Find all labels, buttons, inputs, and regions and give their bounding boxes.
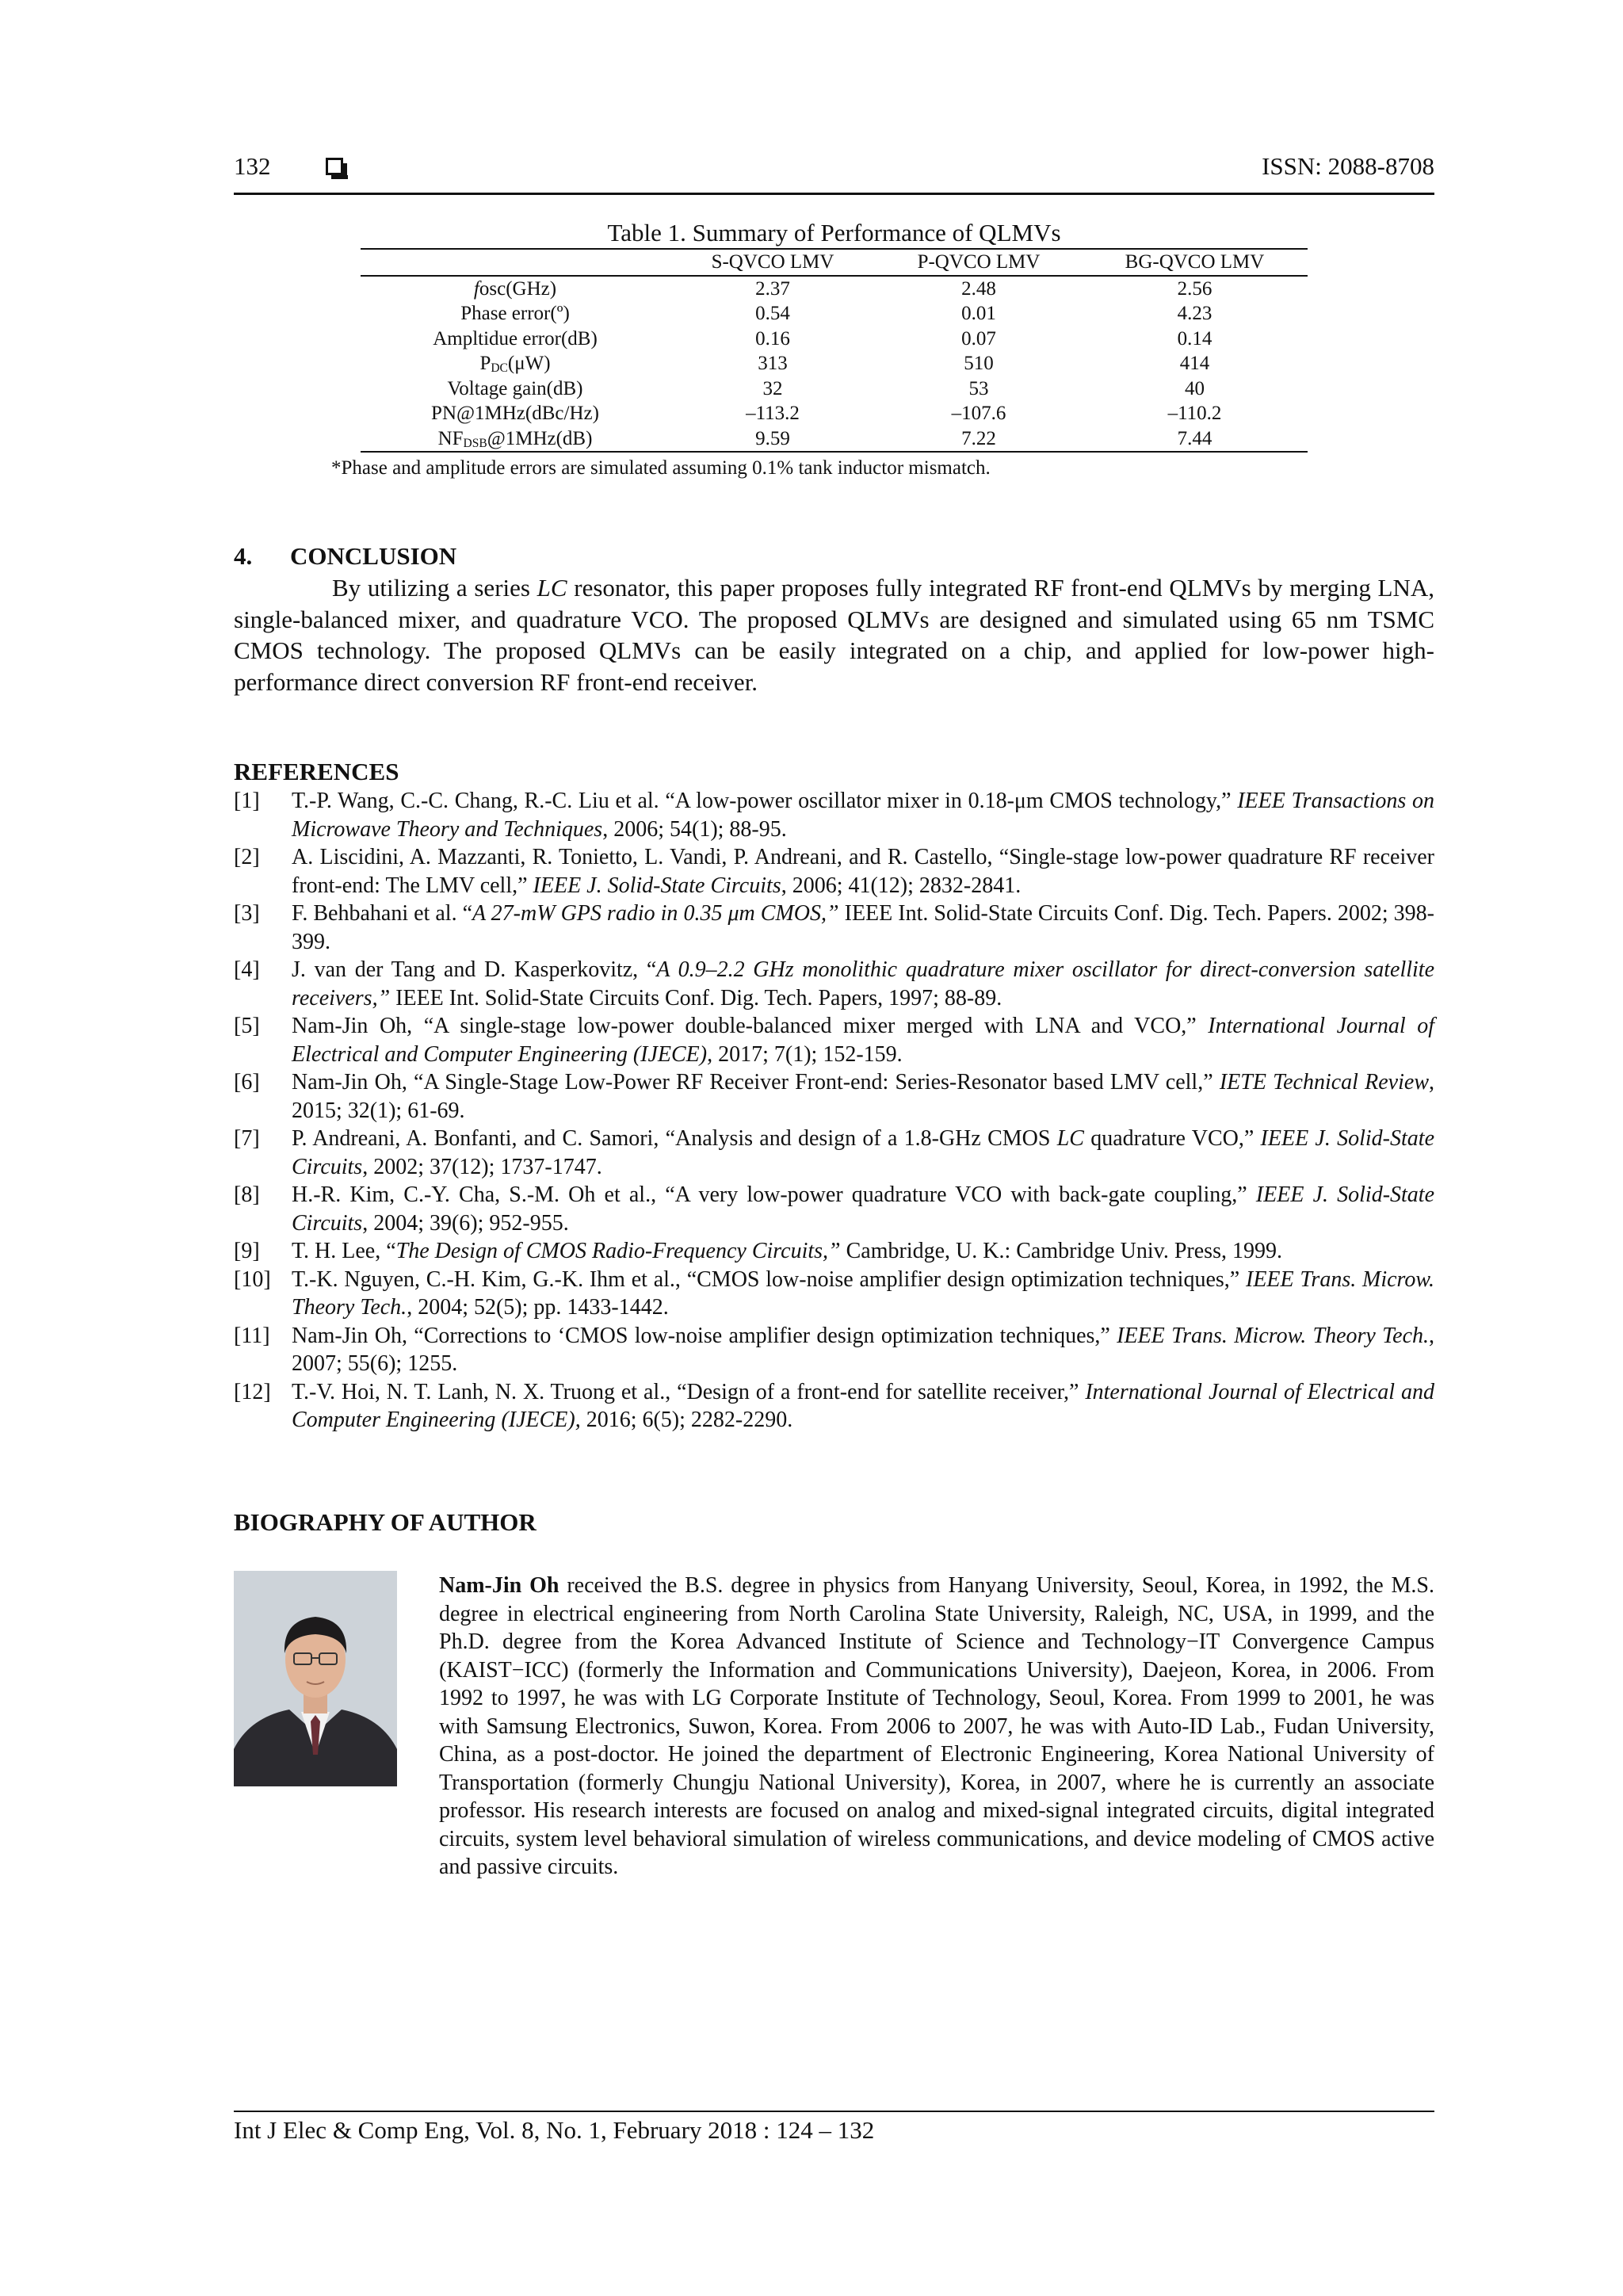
reference-text: F. Behbahani et al. “A 27-mW GPS radio in 0.35 μm CMOS,” IEEE Int. Solid-State Circuits Conf. Dig. Tech. Papers. 2002; 398-399. <box>292 901 1434 954</box>
reference-number: [2] <box>234 845 260 869</box>
reference-text: P. Andreani, A. Bonfanti, and C. Samori, “Analysis and design of a 1.8-GHz CMOS LC quadrature VCO,” IEEE J. Solid-State Circuits, 2002; 37(12); 1737-1747. <box>292 1126 1434 1179</box>
footer-citation: Int J Elec & Comp Eng, Vol. 8, No. 1, February 2018 : 124 – 132 <box>234 2116 875 2144</box>
table-cell: 9.59 <box>670 426 876 453</box>
reference-number: [12] <box>234 1379 271 1404</box>
reference-number: [4] <box>234 957 260 982</box>
reference-number: [10] <box>234 1266 271 1292</box>
section-heading-conclusion: CONCLUSION <box>290 542 457 570</box>
reference-number: [7] <box>234 1126 260 1151</box>
row-label: Ampltidue error(dB) <box>433 327 598 350</box>
reference-item <box>234 1181 1434 1237</box>
row-label: Phase error(º) <box>460 303 570 324</box>
table-header-cell: P-QVCO LMV <box>876 249 1082 276</box>
reference-item <box>234 843 1434 900</box>
row-label: fosc(GHz) <box>473 277 557 300</box>
table-cell: –107.6 <box>951 403 1006 424</box>
reference-text: H.-R. Kim, C.-Y. Cha, S.-M. Oh et al., “A very low-power quadrature VCO with back-gate coupling,” IEEE J. Solid-State Circuits, 2004; 39(6); 952-955. <box>292 1182 1434 1236</box>
table-cell: 2.56 <box>1177 277 1212 300</box>
table-row <box>361 426 1308 453</box>
table-cell: 0.54 <box>755 303 790 324</box>
table-header-row <box>361 249 1308 276</box>
biography-text: Nam-Jin Oh received the B.S. degree in physics from Hanyang University, Seoul, Korea, in 1992, the M.S. degree in electrical engineering from North Carolina State University, Raleigh, NC, USA, in 1999, and the Ph.D. degree from the Korea Advanced Institute of Science and Technology−IT Convergence Campus (KAIST−ICC) (formerly the Information and Communications University), Daejeon, Korea, in 2006. From 1992 to 1997, he was with LG Corporate Institute of Technology, Seoul, Korea. From 1999 to 2001, he was with Samsung Electronics, Suwon, Korea. From 2006 to 2007, he was with Auto-ID Lab., Fudan University, China, as a post-doctor. He joined the department of Electronic Engineering, Korea National University of Transportation (formerly Chungju National University), Korea, in 2007, where he is currently an associate professor. His research interests are focused on analog and mixed-signal integrated circuits, digital integrated circuits, system level behavioral simulation of wireless communications, and device modeling of CMOS active and passive circuits. <box>439 1573 1434 1879</box>
reference-item <box>234 787 1434 843</box>
table-row <box>361 376 1308 402</box>
row-label: Voltage gain(dB) <box>447 377 583 399</box>
reference-item <box>234 1068 1434 1125</box>
table-cell: 53 <box>968 377 989 399</box>
reference-text: A. Liscidini, A. Mazzanti, R. Tonietto, L. Vandi, P. Andreani, and R. Castello, “Single-stage low-power quadrature RF receiver front-end: The LMV cell,” IEEE J. Solid-State Circuits, 2006; 41(12); 2832-2841. <box>292 845 1434 898</box>
reference-number: [1] <box>234 789 260 813</box>
table-cell: 0.16 <box>755 327 790 350</box>
reference-item <box>234 900 1434 956</box>
reference-number: [11] <box>234 1323 270 1348</box>
table-cell: 0.01 <box>961 303 996 324</box>
table-footnote: *Phase and amplitude errors are simulated assuming 0.1% tank inductor mismatch. <box>331 457 991 479</box>
checkbox-square-icon <box>326 158 343 175</box>
table-row <box>361 351 1308 376</box>
reference-text: T.-K. Nguyen, C.-H. Kim, G.-K. Ihm et al., “CMOS low-noise amplifier design optimization techniques,” IEEE Trans. Microw. Theory Tech., 2004; 52(5); pp. 1433-1442. <box>292 1266 1434 1320</box>
reference-item <box>234 1322 1434 1378</box>
reference-item <box>234 1237 1434 1266</box>
reference-number: [8] <box>234 1182 260 1207</box>
table-row <box>361 327 1308 352</box>
reference-text: Nam-Jin Oh, “A Single-Stage Low-Power RF Receiver Front-end: Series-Resonator based LMV cell,” IETE Technical Review, 2015; 32(1); 61-69. <box>292 1070 1434 1123</box>
reference-text: J. van der Tang and D. Kasperkovitz, “A 0.9–2.2 GHz monolithic quadrature mixer oscillator for direct-conversion satellite receivers,” IEEE Int. Solid-State Circuits Conf. Dig. Tech. Papers, 1997; 88-89. <box>292 957 1435 1010</box>
footer-rule <box>234 2111 1434 2112</box>
table-caption: Table 1. Summary of Performance of QLMVs <box>607 219 1061 246</box>
row-label: PN@1MHz(dBc/Hz) <box>431 403 599 424</box>
table-header-cell: BG-QVCO LMV <box>1082 249 1308 276</box>
section-number: 4. <box>234 542 253 570</box>
table-row <box>361 301 1308 327</box>
reference-number: [9] <box>234 1239 260 1263</box>
author-photo <box>234 1571 397 1786</box>
reference-item <box>234 1378 1434 1435</box>
conclusion-paragraph: By utilizing a series LC resonator, this paper proposes fully integrated RF front-end QLMVs by merging LNA, single-balanced mixer, and quadrature VCO. The proposed QLMVs are designed and simulated using 65 nm TSMC CMOS technology. The proposed QLMVs can be easily integrated on a chip, and applied for low-power high-performance direct conversion RF front-end receiver. <box>234 574 1434 696</box>
table-header-cell: S-QVCO LMV <box>670 249 876 276</box>
reference-text: Nam-Jin Oh, “A single-stage low-power double-balanced mixer merged with LNA and VCO,” International Journal of Electrical and Computer Engineering (IJECE), 2017; 7(1); 152-159. <box>292 1014 1434 1067</box>
reference-text: T.-P. Wang, C.-C. Chang, R.-C. Liu et al. “A low-power oscillator mixer in 0.18-μm CMOS technology,” IEEE Transactions on Microwave Theory and Techniques, 2006; 54(1); 88-95. <box>292 789 1434 842</box>
table-cell: 7.22 <box>876 426 1082 453</box>
table-cell: 40 <box>1185 377 1205 399</box>
reference-text: T.-V. Hoi, N. T. Lanh, N. X. Truong et al., “Design of a front-end for satellite receiver,” International Journal of Electrical and Computer Engineering (IJECE), 2016; 6(5); 2282-2290. <box>292 1379 1434 1432</box>
reference-item <box>234 1266 1434 1322</box>
header-rule <box>234 193 1434 195</box>
table-cell: 2.37 <box>755 277 790 300</box>
reference-number: [5] <box>234 1014 260 1038</box>
table-cell: 414 <box>1179 353 1210 374</box>
reference-number: [6] <box>234 1070 260 1095</box>
reference-number: [3] <box>234 901 260 926</box>
references-heading: REFERENCES <box>234 758 399 785</box>
table-cell: 4.23 <box>1177 303 1212 324</box>
table-row <box>361 401 1308 426</box>
table-row <box>361 276 1308 302</box>
biography-heading: BIOGRAPHY OF AUTHOR <box>234 1508 537 1536</box>
table-cell: –110.2 <box>1167 403 1222 424</box>
reference-item <box>234 1125 1434 1181</box>
table-header-cell <box>361 249 670 276</box>
table-cell: 510 <box>964 353 994 374</box>
table-cell: 7.44 <box>1082 426 1308 453</box>
reference-item <box>234 1012 1434 1068</box>
table-cell: 2.48 <box>961 277 996 300</box>
row-label: $NF_{DSB}@1MHz(dB)$ <box>361 426 670 453</box>
table-cell: 0.07 <box>961 327 996 350</box>
row-label: $P_{DC}(\mu W)$ <box>479 353 551 376</box>
page-number: 132 <box>234 152 271 180</box>
issn: ISSN: 2088-8708 <box>1262 152 1434 180</box>
reference-text: T. H. Lee, “The Design of CMOS Radio-Frequency Circuits,” Cambridge, U. K.: Cambridge Univ. Press, 1999. <box>292 1239 1282 1263</box>
table-cell: 0.14 <box>1177 327 1212 350</box>
reference-text: Nam-Jin Oh, “Corrections to ‘CMOS low-noise amplifier design optimization techniques,” IEEE Trans. Microw. Theory Tech., 2007; 55(6); 1255. <box>292 1323 1435 1376</box>
table-cell: 32 <box>762 377 783 399</box>
performance-table <box>361 248 1308 453</box>
reference-item <box>234 956 1434 1012</box>
table-cell: –113.2 <box>746 403 800 424</box>
reference-list <box>234 787 1434 1435</box>
table-cell: 313 <box>758 353 788 374</box>
